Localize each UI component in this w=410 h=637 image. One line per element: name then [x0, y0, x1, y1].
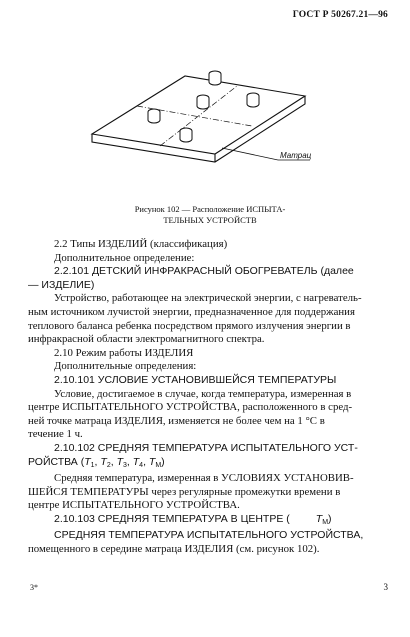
title-text: 2.10.103 СРЕДНЯЯ ТЕМПЕРАТУРА В ЦЕНТРЕ (: [54, 512, 290, 525]
figure-caption: [90, 204, 330, 226]
symbol-tm: [149, 456, 161, 473]
mattress-label: Матрац: [280, 151, 312, 160]
additional-definitions-label: Дополнительные определения:: [54, 360, 197, 373]
symbol-t1: [84, 456, 94, 473]
text-line: СРЕДНЯЯ ТЕМПЕРАТУРА ИСПЫТАТЕЛЬНОГО УСТРОЙСТВА,: [54, 529, 364, 542]
symbol-subscript: M: [155, 461, 162, 469]
document-body: [28, 238, 390, 557]
text-line: теплового баланса ребенка посредством прямого излучения энергии в: [28, 319, 351, 332]
footer-signature-mark: 3*: [30, 583, 38, 592]
definition-2-2-101-title: 2.2.101 ДЕТСКИЙ ИНФРАКРАСНЫЙ ОБОГРЕВАТЕЛЬ (далее: [54, 265, 354, 278]
caption-line-2: ТЕЛЬНЫХ УСТРОЙСТВ: [163, 215, 257, 225]
symbol-letter: T: [84, 455, 91, 468]
symbol-subscript: 3: [122, 461, 127, 469]
section-2-2-heading: 2.2 Типы ИЗДЕЛИЙ (классификация): [54, 238, 228, 250]
definition-2-10-103-title: [28, 513, 390, 530]
symbol-subscript: 1: [90, 461, 95, 469]
definition-2-10-102-title-cont: РОЙСТВА (T1, T2, T3, T4, TM): [28, 456, 390, 473]
section-2-10-heading: 2.10 Режим работы ИЗДЕЛИЯ: [54, 346, 194, 359]
text-line: Условие, достигаемое в случае, когда температура, измеренная в: [54, 387, 352, 400]
symbol-letter: T: [315, 512, 323, 525]
figure-102: [82, 36, 322, 206]
standard-number: ГОСТ Р 50267.21—96: [292, 10, 388, 20]
mattress-top-face: [92, 76, 305, 154]
symbol-t3: [117, 456, 127, 473]
caption-line-1: Рисунок 102 — Расположение ИСПЫТА-: [134, 204, 286, 214]
test-device-4: [247, 93, 259, 107]
symbol-subscript: M: [322, 518, 329, 526]
text-line: ШЕЙСЯ ТЕМПЕРАТУРЫ через регулярные промежутки времени в: [28, 485, 341, 498]
title-close: ): [161, 455, 165, 468]
symbol-subscript: 2: [106, 461, 111, 469]
symbol-letter: T: [148, 455, 156, 468]
test-device-2: [209, 71, 221, 85]
symbol-letter: T: [116, 455, 123, 468]
title-close: ): [328, 512, 332, 525]
text-line: центре ИСПЫТАТЕЛЬНОГО УСТРОЙСТВА.: [28, 499, 240, 512]
symbol-t2: [100, 456, 110, 473]
symbol-letter: T: [100, 455, 107, 468]
text-line: инфракрасной области электромагнитного спектра.: [28, 333, 265, 346]
definition-2-10-101-title: 2.10.101 УСЛОВИЕ УСТАНОВИВШЕЙСЯ ТЕМПЕРАТУРЫ: [54, 373, 337, 386]
center-axis-2: [160, 86, 237, 146]
symbol-tm-center: [290, 513, 328, 530]
label-leader: [222, 148, 278, 160]
test-device-center: [197, 95, 209, 109]
text-line: ным источником лучистой энергии, предназначенное для поддержания: [28, 305, 355, 318]
text-line: течение 1 ч.: [28, 428, 83, 441]
additional-definition-label: Дополнительное определение:: [54, 251, 195, 264]
title-text: РОЙСТВА (: [28, 455, 85, 468]
mattress-drawing: [82, 36, 322, 206]
page-number: 3: [383, 582, 388, 592]
symbol-subscript: 4: [139, 461, 144, 469]
text-line: Средняя температура, измеренная в УСЛОВИЯХ УСТАНОВИВ-: [54, 472, 354, 485]
definition-2-2-101-title-cont: — ИЗДЕЛИЕ): [28, 278, 95, 291]
test-device-1: [148, 109, 160, 123]
definition-2-10-102-title: 2.10.102 СРЕДНЯЯ ТЕМПЕРАТУРА ИСПЫТАТЕЛЬНОГО УСТ-: [54, 441, 358, 454]
text-line: помещенного в середине матраца ИЗДЕЛИЯ (см. рисунок 102).: [28, 543, 320, 556]
symbol-t4: [133, 456, 143, 473]
test-device-5: [180, 128, 192, 142]
text-line: Устройство, работающее на электрической энергии, с нагреватель-: [54, 292, 362, 305]
symbol-letter: T: [132, 455, 140, 468]
text-line: ней точке матраца ИЗДЕЛИЯ, изменяется не более чем на 1 °С в: [28, 414, 325, 427]
text-line: центре ИСПЫТАТЕЛЬНОГО УСТРОЙСТВА, расположенного в сред-: [28, 401, 353, 414]
